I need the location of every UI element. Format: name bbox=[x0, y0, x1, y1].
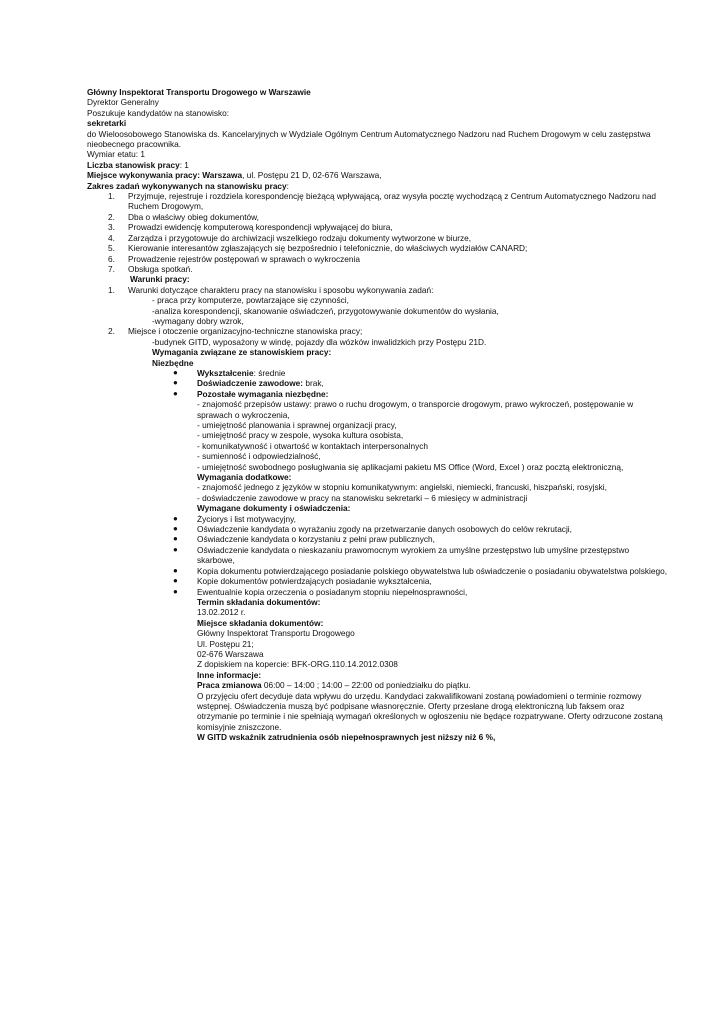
bullet-icon: ● bbox=[173, 534, 178, 544]
submission-line: Z dopiskiem na kopercie: BFK-ORG.110.14.2012.0308 bbox=[197, 659, 398, 670]
tasks-heading: Zakres zadań wykonywanych na stanowisku pracy: bbox=[87, 180, 289, 191]
seeking-text: Poszukuje kandydatów na stanowisko: bbox=[87, 107, 230, 118]
requirement-detail: - komunikatywność i otwartość w kontaktach interpersonalnych bbox=[197, 440, 429, 451]
requirement-detail: - umiejętność pracy w zespole, wysoka kultura osobista, bbox=[197, 430, 404, 441]
document-item: ● Oświadczenie kandydata o nieskazaniu prawomocnym wyrokiem za umyślne przestępstwo lub umyślne przestępstwo skarbowe, bbox=[173, 544, 630, 566]
requirements-heading: Wymagania związane ze stanowiskiem pracy: bbox=[152, 347, 332, 358]
condition-item: 1. Warunki dotyczące charakteru pracy na stanowisku i sposobu wykonywania zadań: bbox=[108, 284, 434, 295]
condition-detail: -wymagany dobry wzrok, bbox=[152, 315, 244, 326]
deadline-date: 13.02.2012 r. bbox=[197, 607, 246, 618]
essential-heading: Niezbędne bbox=[152, 357, 194, 368]
other-requirements-item: ● Pozostałe wymagania niezbędne: bbox=[173, 388, 329, 399]
submission-line: Główny Inspektorat Transportu Drogowego bbox=[197, 628, 355, 639]
document-item: ● Oświadczenie kandydata o wyrażaniu zgody na przetwarzanie danych osobowych do celów rekrutacji, bbox=[173, 524, 572, 535]
requirement-detail: - sumienność i odpowiedzialność, bbox=[197, 451, 321, 462]
positions-count: Liczba stanowisk pracy: 1 bbox=[87, 159, 189, 170]
document-item: ● Życiorys i list motywacyjny, bbox=[173, 513, 296, 524]
org-title: Główny Inspektorat Transportu Drogowego w Warszawie bbox=[87, 87, 311, 97]
list-item: 1. Przyjmuje, rejestruje i rozdziela korespondencję bieżącą wpływającą, oraz wysyła pocztę wychodzącą z Centrum Automatycznego Nadzoru nad Ruchem Drogowym, bbox=[108, 191, 657, 212]
bullet-icon: ● bbox=[173, 367, 178, 377]
bullet-icon: ● bbox=[173, 524, 178, 534]
conditions-heading: Warunki pracy: bbox=[130, 274, 190, 285]
work-location: Miejsce wykonywania pracy: Warszawa, ul. Postępu 21 D, 02-676 Warszawa, bbox=[87, 170, 382, 181]
additional-detail: - doświadczenie zawodowe w pracy na stanowisku sekretarki – 6 miesięcy w administracji bbox=[197, 492, 528, 503]
department-text: do Wieloosobowego Stanowiska ds. Kancelaryjnych w Wydziale Ogólnym Centrum Automatycznego Nadzoru nad Ruchem Drogowym w celu zastępstwa nieobecnego pracownika. bbox=[87, 128, 651, 150]
submission-line: Ul. Postępu 21; bbox=[197, 638, 254, 649]
bullet-icon: ● bbox=[173, 565, 178, 575]
requirement-detail: - znajomość przepisów ustawy: prawo o ruchu drogowym, o transporcie drogowym, prawo wykroczeń, postępowanie w sprawach o wykroczenia, bbox=[197, 399, 634, 420]
additional-heading: Wymagania dodatkowe: bbox=[197, 472, 292, 483]
list-item: 5. Kierowanie interesantów zgłaszających się bezpośrednio i telefonicznie, do właściwych wydziałów CANARD; bbox=[108, 243, 528, 254]
additional-detail: - znajomość jednego z języków w stopniu komunikatywnym: angielski, niemiecki, francuski, hiszpański, rosyjski, bbox=[197, 482, 607, 493]
tasks-list bbox=[87, 191, 667, 274]
list-item: 2. Dba o właściwy obieg dokumentów, bbox=[108, 211, 259, 222]
list-item: 6. Prowadzenie rejestrów postępowań w sprawach o wykroczenia bbox=[108, 253, 360, 264]
documents-heading: Wymagane dokumenty i oświadczenia: bbox=[197, 503, 351, 514]
position-title: sekretarki bbox=[87, 118, 127, 129]
bullet-icon: ● bbox=[173, 513, 178, 523]
condition-item: 2. Miejsce i otoczenie organizacyjno-techniczne stanowiska pracy; bbox=[108, 326, 363, 337]
list-item: 3. Prowadzi ewidencję komputerową korespondencji wpływającej do biura, bbox=[108, 222, 393, 233]
experience-item: ● Doświadczenie zawodowe: brak, bbox=[173, 378, 324, 389]
education-item: ● Wykształcenie: średnie bbox=[173, 367, 286, 378]
deadline-heading: Termin składania dokumentów: bbox=[197, 596, 321, 607]
requirement-detail: - umiejętność planowania i sprawnej organizacji pracy, bbox=[197, 420, 397, 430]
list-item: 4. Zarządza i przygotowuje do archiwizacji wszelkiego rodzaju dokumenty wytworzone w biurze, bbox=[108, 232, 472, 243]
condition-detail: -budynek GITD, wyposażony w windę, pojazdy dla wózków inwalidzkich przy Postępu 21D. bbox=[152, 336, 487, 347]
document-item: ● Kopia dokumentu potwierdzającego posiadanie polskiego obywatelstwa lub oświadczenie o posiadaniu obywatelstwa polskiego, bbox=[173, 565, 667, 576]
disability-note: W GITD wskaźnik zatrudnienia osób niepełnosprawnych jest niższy niż 6 %, bbox=[197, 732, 496, 743]
shift-info: Praca zmianowa 06:00 – 14:00 ; 14:00 – 22:00 od poniedziałku do piątku. bbox=[197, 680, 471, 691]
submission-line: 02-676 Warszawa bbox=[197, 648, 264, 659]
other-info-heading: Inne informacje: bbox=[197, 669, 262, 680]
document-item: ● Oświadczenie kandydata o korzystaniu z pełni praw publicznych, bbox=[173, 534, 435, 545]
other-info-text: O przyjęciu ofert decyduje data wpływu do urzędu. Kandydaci zakwalifikowani zostaną powiadomieni o terminie rozmowy wstępnej. Oświadczenia muszą być podpisane własnoręcznie. Oferty przesłane drogą elektroniczną lub faksem oraz otrzymanie po terminie i nie spełniają wymagań określonych w ogłoszeniu nie będące rozpatrywane. Oferty odrzucone zostaną komisyjnie zniszczone. bbox=[197, 690, 663, 732]
document-item: ● Ewentualnie kopia orzeczenia o posiadanym stopniu niepełnosprawności, bbox=[173, 586, 468, 597]
job-announcement bbox=[87, 87, 667, 743]
bullet-icon: ● bbox=[173, 576, 178, 586]
bullet-icon: ● bbox=[173, 378, 178, 388]
fte-text: Wymiar etatu: 1 bbox=[87, 149, 146, 160]
bullet-icon: ● bbox=[173, 544, 178, 554]
bullet-icon: ● bbox=[173, 388, 178, 398]
director: Dyrektor Generalny bbox=[87, 97, 159, 108]
bullet-icon: ● bbox=[173, 586, 178, 596]
list-item: 7. Obsługa spotkań. bbox=[108, 263, 193, 274]
document-item: ● Kopie dokumentów potwierdzających posiadanie wykształcenia, bbox=[173, 576, 432, 587]
requirement-detail: - umiejętność swobodnego posługiwania się aplikacjami pakietu MS Office (Word, Excel ) oraz pocztą elektroniczną, bbox=[197, 461, 624, 472]
condition-detail: - praca przy komputerze, powtarzające się czynności, bbox=[152, 295, 349, 306]
submission-heading: Miejsce składania dokumentów: bbox=[197, 617, 324, 628]
condition-detail: -analiza korespondencji, skanowanie oświadczeń, przygotowywanie dokumentów do wysłania, bbox=[152, 305, 499, 316]
